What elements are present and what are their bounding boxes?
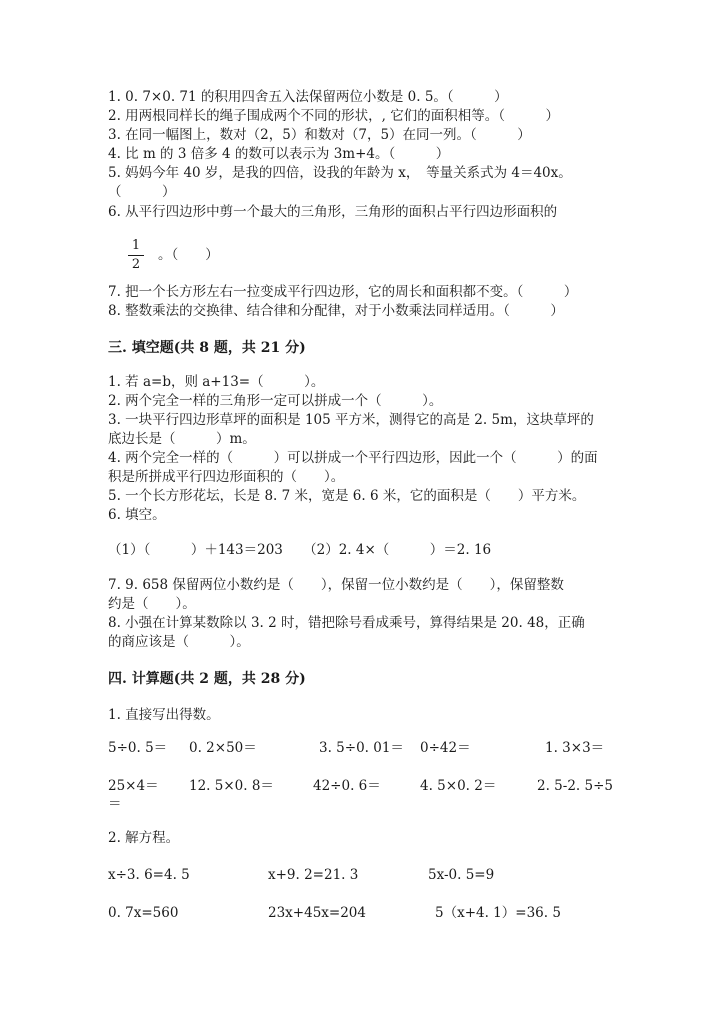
calc-row1-cell: 3. 5÷0. 01＝ (319, 740, 404, 756)
judge-item-4: 4. 比 m 的 3 倍多 4 的数可以表示为 3m+4。（ ） (108, 146, 450, 162)
fill-item-1: 1. 若 a=b，则 a+13=（ ）。 (108, 374, 325, 390)
judge-item-8: 8. 整数乘法的交换律、结合律和分配律，对于小数乘法同样适用。（ ） (108, 303, 564, 319)
calc-row2-cell: 25×4＝ (108, 778, 159, 794)
calc-row2-cell: 12. 5×0. 8＝ (189, 778, 274, 794)
calc-row2-cell: 42÷0. 6＝ (313, 778, 381, 794)
fill-item-6-sub: （1）（ ）＋143＝203 （2）2. 4×（ ）＝2. 16 (108, 542, 492, 558)
calc-row1-cell: 5÷0. 5＝ (108, 740, 168, 756)
fill-item-7-cont: 约是（ ）。 (108, 596, 196, 612)
equation-cell: x÷3. 6=4. 5 (108, 867, 190, 883)
judge-item-5: 5. 妈妈今年 40 岁，是我的四倍，设我的年龄为 x， 等量关系式为 4＝40x。 (108, 165, 572, 181)
equation-cell: 5x-0. 5=9 (428, 867, 495, 883)
judge-item-5-answer: （ ） (108, 184, 176, 200)
judge-item-6: 6. 从平行四边形中剪一个最大的三角形，三角形的面积占平行四边形面积的 (108, 204, 558, 220)
judge-item-7: 7. 把一个长方形左右一拉变成平行四边形，它的周长和面积都不变。（ ） (108, 284, 578, 300)
judge-item-6-answer: 。（ ） (158, 247, 219, 263)
fill-item-4-cont: 积是所拼成平行四边形面积的（ ）。 (108, 469, 345, 485)
fill-item-8: 8. 小强在计算某数除以 3. 2 时，错把除号看成乘号，算得结果是 20. 48，正确 (108, 615, 585, 631)
fill-item-2: 2. 两个完全一样的三角形一定可以拼成一个（ ）。 (108, 393, 443, 409)
calc-row1-cell: 1. 3×3＝ (545, 740, 605, 756)
judge-item-3: 3. 在同一幅图上，数对（2，5）和数对（7，5）在同一列。（ ） (108, 127, 531, 143)
judge-item-1: 1. 0. 7×0. 71 的积用四舍五入法保留两位小数是 0. 5。（ ） (108, 89, 508, 105)
calc-row1-cell: 0÷42＝ (420, 740, 471, 756)
calc-row2-cell: 4. 5×0. 2＝ (420, 778, 497, 794)
fill-item-6: 6. 填空。 (108, 507, 166, 523)
equation-cell: x+9. 2=21. 3 (268, 867, 359, 883)
calc-row1-cell: 0. 2×50＝ (189, 740, 257, 756)
calc-q1-title: 1. 直接写出得数。 (108, 707, 220, 723)
fill-item-3-cont: 底边长是（ ）m。 (108, 431, 256, 447)
calc-row2-cell: 2. 5-2. 5÷5 (537, 778, 613, 794)
fraction-numerator: 1 (131, 238, 141, 253)
fraction-denominator: 2 (131, 257, 141, 272)
equation-cell: 5（x+4. 1）=36. 5 (435, 905, 561, 921)
fill-item-8-cont: 的商应该是（ ）。 (108, 634, 250, 650)
fill-item-5: 5. 一个长方形花坛，长是 8. 7 米，宽是 6. 6 米，它的面积是（ ）平方米。 (108, 488, 586, 504)
fraction-bar (128, 255, 144, 256)
equation-cell: 0. 7x=560 (108, 905, 179, 921)
judge-item-2: 2. 用两根同样长的绳子围成两个不同的形状，, 它们的面积相等。（ ） (108, 108, 560, 124)
equation-cell: 23x+45x=204 (268, 905, 366, 921)
calc-row2-wrap: ＝ (108, 796, 122, 812)
fraction-one-half (128, 238, 144, 273)
fill-item-4: 4. 两个完全一样的（ ）可以拼成一个平行四边形，因此一个（ ）的面 (108, 450, 598, 466)
calculation-heading: 四. 计算题(共 2 题，共 28 分) (108, 671, 306, 687)
calc-q2-title: 2. 解方程。 (108, 830, 180, 846)
fill-item-3: 3. 一块平行四边形草坪的面积是 105 平方米，测得它的高是 2. 5m，这块草坪的 (108, 412, 594, 428)
fill-item-7: 7. 9. 658 保留两位小数约是（ ），保留一位小数约是（ ），保留整数 (108, 577, 564, 593)
fill-blank-heading: 三. 填空题(共 8 题，共 21 分) (108, 340, 306, 356)
